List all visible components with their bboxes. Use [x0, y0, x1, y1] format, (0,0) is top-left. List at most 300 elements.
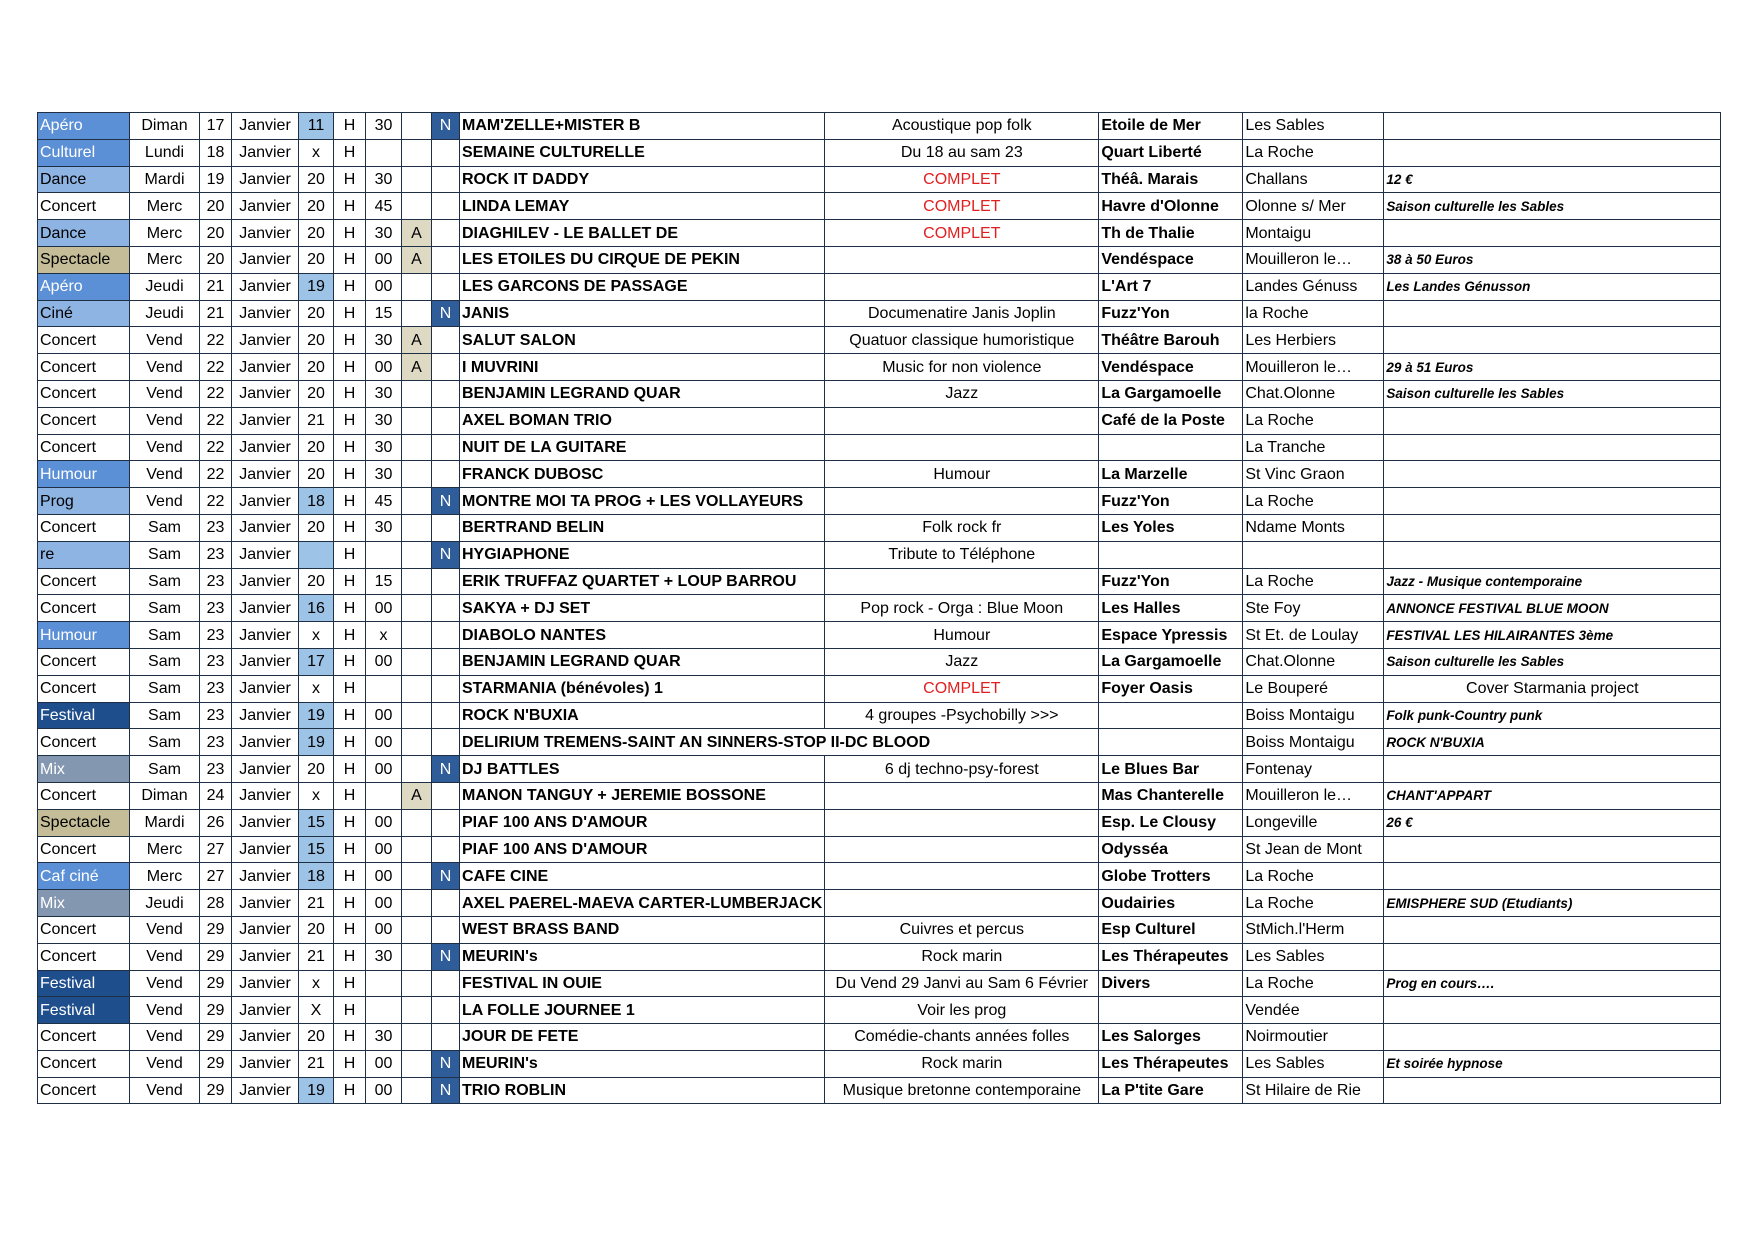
event-row [38, 836, 1721, 863]
event-description-cell: Du Vend 29 Janvi au Sam 6 Février [825, 970, 1099, 997]
category-cell: Apéro [38, 273, 130, 300]
month-cell: Janvier [232, 782, 299, 809]
category-cell: Concert [38, 407, 130, 434]
date-cell: 22 [200, 434, 232, 461]
event-description-cell: Musique bretonne contemporaine [825, 1077, 1099, 1104]
month-cell: Janvier [232, 461, 299, 488]
h-separator-cell: H [334, 434, 366, 461]
new-flag-cell [432, 970, 460, 997]
event-title-cell: PIAF 100 ANS D'AMOUR [460, 809, 825, 836]
h-separator-cell: H [334, 622, 366, 649]
venue-cell: Divers [1099, 970, 1243, 997]
month-cell: Janvier [232, 166, 299, 193]
new-flag-cell: N [432, 1050, 460, 1077]
advance-flag-cell [402, 675, 432, 702]
weekday-cell: Jeudi [130, 890, 200, 917]
weekday-cell: Merc [130, 836, 200, 863]
note-cell: Folk punk-Country punk [1384, 702, 1721, 729]
category-cell: Concert [38, 327, 130, 354]
advance-flag-cell [402, 139, 432, 166]
month-cell: Janvier [232, 836, 299, 863]
minute-cell: 00 [366, 916, 402, 943]
event-title-cell: MAM'ZELLE+MISTER B [460, 113, 825, 140]
city-cell: St Jean de Mont [1243, 836, 1384, 863]
event-row [38, 916, 1721, 943]
hour-cell: 19 [299, 273, 334, 300]
city-cell: Le Bouperé [1243, 675, 1384, 702]
event-title-cell: TRIO ROBLIN [460, 1077, 825, 1104]
month-cell: Janvier [232, 1077, 299, 1104]
event-description-cell: 6 dj techno-psy-forest [825, 756, 1099, 783]
new-flag-cell: N [432, 541, 460, 568]
event-row [38, 970, 1721, 997]
month-cell: Janvier [232, 1050, 299, 1077]
advance-flag-cell [402, 970, 432, 997]
hour-cell: 20 [299, 1024, 334, 1051]
h-separator-cell: H [334, 809, 366, 836]
date-cell: 24 [200, 782, 232, 809]
advance-flag-cell [402, 193, 432, 220]
new-flag-cell [432, 380, 460, 407]
date-cell: 22 [200, 461, 232, 488]
new-flag-cell [432, 729, 460, 756]
event-row [38, 300, 1721, 327]
advance-flag-cell [402, 113, 432, 140]
h-separator-cell: H [334, 113, 366, 140]
event-row [38, 327, 1721, 354]
month-cell: Janvier [232, 756, 299, 783]
new-flag-cell [432, 434, 460, 461]
hour-cell: X [299, 997, 334, 1024]
month-cell: Janvier [232, 916, 299, 943]
category-cell: Concert [38, 1024, 130, 1051]
event-row [38, 246, 1721, 273]
event-row [38, 729, 1721, 756]
new-flag-cell: N [432, 756, 460, 783]
city-cell: StMich.l'Herm [1243, 916, 1384, 943]
new-flag-cell [432, 997, 460, 1024]
weekday-cell: Vend [130, 327, 200, 354]
event-title-cell: ERIK TRUFFAZ QUARTET + LOUP BARROU [460, 568, 825, 595]
venue-cell: Espace Ypressis [1099, 622, 1243, 649]
category-cell: Mix [38, 756, 130, 783]
minute-cell: 00 [366, 595, 402, 622]
advance-flag-cell: A [402, 327, 432, 354]
note-cell [1384, 461, 1721, 488]
weekday-cell: Vend [130, 1024, 200, 1051]
month-cell: Janvier [232, 675, 299, 702]
event-row [38, 461, 1721, 488]
event-row [38, 113, 1721, 140]
advance-flag-cell [402, 916, 432, 943]
category-cell: Ciné [38, 300, 130, 327]
event-title-cell: SALUT SALON [460, 327, 825, 354]
note-cell [1384, 1077, 1721, 1104]
city-cell: Chat.Olonne [1243, 648, 1384, 675]
city-cell: Les Sables [1243, 1050, 1384, 1077]
event-description-cell [825, 273, 1099, 300]
category-cell: Concert [38, 782, 130, 809]
month-cell: Janvier [232, 997, 299, 1024]
hour-cell: 21 [299, 943, 334, 970]
venue-cell: Foyer Oasis [1099, 675, 1243, 702]
date-cell: 27 [200, 863, 232, 890]
note-cell [1384, 139, 1721, 166]
city-cell: La Tranche [1243, 434, 1384, 461]
minute-cell: 30 [366, 327, 402, 354]
hour-cell: 19 [299, 702, 334, 729]
event-description-cell: Folk rock fr [825, 514, 1099, 541]
weekday-cell: Vend [130, 461, 200, 488]
h-separator-cell: H [334, 1077, 366, 1104]
date-cell: 19 [200, 166, 232, 193]
event-title-cell: LINDA LEMAY [460, 193, 825, 220]
city-cell: Les Herbiers [1243, 327, 1384, 354]
month-cell: Janvier [232, 729, 299, 756]
weekday-cell: Mardi [130, 166, 200, 193]
new-flag-cell [432, 220, 460, 247]
category-cell: Concert [38, 1050, 130, 1077]
venue-cell: Mas Chanterelle [1099, 782, 1243, 809]
minute-cell: 00 [366, 354, 402, 381]
h-separator-cell: H [334, 380, 366, 407]
city-cell: La Roche [1243, 488, 1384, 515]
weekday-cell: Merc [130, 863, 200, 890]
event-title-cell: ROCK IT DADDY [460, 166, 825, 193]
note-cell: Les Landes Génusson [1384, 273, 1721, 300]
advance-flag-cell [402, 1024, 432, 1051]
event-title-cell: PIAF 100 ANS D'AMOUR [460, 836, 825, 863]
category-cell: Culturel [38, 139, 130, 166]
city-cell: Les Sables [1243, 943, 1384, 970]
minute-cell: 00 [366, 1050, 402, 1077]
note-cell: 26 € [1384, 809, 1721, 836]
weekday-cell: Sam [130, 622, 200, 649]
weekday-cell: Vend [130, 354, 200, 381]
weekday-cell: Sam [130, 756, 200, 783]
note-cell: FESTIVAL LES HILAIRANTES 3ème [1384, 622, 1721, 649]
date-cell: 21 [200, 300, 232, 327]
h-separator-cell: H [334, 756, 366, 783]
month-cell: Janvier [232, 113, 299, 140]
date-cell: 18 [200, 139, 232, 166]
city-cell: St Et. de Loulay [1243, 622, 1384, 649]
event-title-cell: AXEL PAEREL-MAEVA CARTER-LUMBERJACK [460, 890, 825, 917]
date-cell: 21 [200, 273, 232, 300]
city-cell: Boiss Montaigu [1243, 702, 1384, 729]
hour-cell: 15 [299, 809, 334, 836]
h-separator-cell: H [334, 648, 366, 675]
advance-flag-cell [402, 1050, 432, 1077]
advance-flag-cell [402, 863, 432, 890]
event-row [38, 782, 1721, 809]
date-cell: 29 [200, 997, 232, 1024]
weekday-cell: Vend [130, 916, 200, 943]
new-flag-cell [432, 622, 460, 649]
h-separator-cell: H [334, 514, 366, 541]
city-cell: Challans [1243, 166, 1384, 193]
event-description-cell: Tribute to Téléphone [825, 541, 1099, 568]
weekday-cell: Sam [130, 568, 200, 595]
note-cell: Cover Starmania project [1384, 675, 1721, 702]
city-cell: Olonne s/ Mer [1243, 193, 1384, 220]
event-description-cell: Humour [825, 622, 1099, 649]
hour-cell: 20 [299, 193, 334, 220]
city-cell: Mouilleron le… [1243, 354, 1384, 381]
event-title-cell: BENJAMIN LEGRAND QUAR [460, 380, 825, 407]
minute-cell: 15 [366, 568, 402, 595]
advance-flag-cell: A [402, 246, 432, 273]
advance-flag-cell [402, 890, 432, 917]
advance-flag-cell [402, 702, 432, 729]
h-separator-cell: H [334, 702, 366, 729]
category-cell: Prog [38, 488, 130, 515]
new-flag-cell [432, 514, 460, 541]
hour-cell: 21 [299, 407, 334, 434]
category-cell: Spectacle [38, 809, 130, 836]
note-cell [1384, 300, 1721, 327]
weekday-cell: Sam [130, 702, 200, 729]
category-cell: Concert [38, 514, 130, 541]
hour-cell: 20 [299, 514, 334, 541]
category-cell: Concert [38, 354, 130, 381]
date-cell: 22 [200, 327, 232, 354]
event-description-cell [825, 836, 1099, 863]
event-title-cell: MEURIN's [460, 1050, 825, 1077]
category-cell: Dance [38, 220, 130, 247]
event-title-cell: STARMANIA (bénévoles) 1 [460, 675, 825, 702]
note-cell [1384, 488, 1721, 515]
event-title-cell: LES GARCONS DE PASSAGE [460, 273, 825, 300]
minute-cell: x [366, 622, 402, 649]
advance-flag-cell [402, 997, 432, 1024]
note-cell [1384, 756, 1721, 783]
date-cell: 29 [200, 1077, 232, 1104]
venue-cell: Havre d'Olonne [1099, 193, 1243, 220]
date-cell: 23 [200, 702, 232, 729]
new-flag-cell [432, 782, 460, 809]
date-cell: 22 [200, 380, 232, 407]
event-row [38, 568, 1721, 595]
date-cell: 29 [200, 943, 232, 970]
event-description-cell: Documenatire Janis Joplin [825, 300, 1099, 327]
month-cell: Janvier [232, 327, 299, 354]
minute-cell: 30 [366, 514, 402, 541]
event-title-cell: DJ BATTLES [460, 756, 825, 783]
advance-flag-cell [402, 729, 432, 756]
new-flag-cell: N [432, 488, 460, 515]
h-separator-cell: H [334, 675, 366, 702]
event-row [38, 943, 1721, 970]
weekday-cell: Sam [130, 648, 200, 675]
new-flag-cell [432, 139, 460, 166]
new-flag-cell [432, 273, 460, 300]
event-description-cell [825, 246, 1099, 273]
h-separator-cell: H [334, 943, 366, 970]
new-flag-cell [432, 193, 460, 220]
weekday-cell: Merc [130, 220, 200, 247]
note-cell [1384, 916, 1721, 943]
new-flag-cell [432, 166, 460, 193]
note-cell: Saison culturelle les Sables [1384, 648, 1721, 675]
advance-flag-cell [402, 648, 432, 675]
weekday-cell: Vend [130, 407, 200, 434]
note-cell: 38 à 50 Euros [1384, 246, 1721, 273]
event-row [38, 863, 1721, 890]
note-cell: 29 à 51 Euros [1384, 354, 1721, 381]
city-cell: Landes Génuss [1243, 273, 1384, 300]
hour-cell: 18 [299, 863, 334, 890]
city-cell: Noirmoutier [1243, 1024, 1384, 1051]
hour-cell: 17 [299, 648, 334, 675]
event-title-cell: BERTRAND BELIN [460, 514, 825, 541]
weekday-cell: Sam [130, 675, 200, 702]
minute-cell: 00 [366, 1077, 402, 1104]
month-cell: Janvier [232, 193, 299, 220]
hour-cell: 20 [299, 434, 334, 461]
category-cell: re [38, 541, 130, 568]
advance-flag-cell [402, 595, 432, 622]
event-description-cell: Jazz [825, 380, 1099, 407]
category-cell: Concert [38, 193, 130, 220]
h-separator-cell: H [334, 488, 366, 515]
new-flag-cell: N [432, 113, 460, 140]
h-separator-cell: H [334, 1024, 366, 1051]
month-cell: Janvier [232, 488, 299, 515]
month-cell: Janvier [232, 273, 299, 300]
event-row [38, 997, 1721, 1024]
h-separator-cell: H [334, 782, 366, 809]
date-cell: 23 [200, 648, 232, 675]
venue-cell: Esp Culturel [1099, 916, 1243, 943]
date-cell: 29 [200, 1050, 232, 1077]
weekday-cell: Vend [130, 434, 200, 461]
category-cell: Humour [38, 622, 130, 649]
category-cell: Concert [38, 595, 130, 622]
venue-cell: Odysséa [1099, 836, 1243, 863]
h-separator-cell: H [334, 595, 366, 622]
month-cell: Janvier [232, 1024, 299, 1051]
category-cell: Concert [38, 916, 130, 943]
event-description-cell [825, 407, 1099, 434]
event-description-cell: Jazz [825, 648, 1099, 675]
h-separator-cell: H [334, 139, 366, 166]
venue-cell: Les Salorges [1099, 1024, 1243, 1051]
weekday-cell: Diman [130, 113, 200, 140]
month-cell: Janvier [232, 541, 299, 568]
event-row [38, 541, 1721, 568]
event-description-cell: Cuivres et percus [825, 916, 1099, 943]
minute-cell: 30 [366, 434, 402, 461]
month-cell: Janvier [232, 246, 299, 273]
venue-cell [1099, 541, 1243, 568]
category-cell: Concert [38, 648, 130, 675]
date-cell: 23 [200, 541, 232, 568]
city-cell: Montaigu [1243, 220, 1384, 247]
note-cell: EMISPHERE SUD (Etudiants) [1384, 890, 1721, 917]
venue-cell: Oudairies [1099, 890, 1243, 917]
venue-cell: Le Blues Bar [1099, 756, 1243, 783]
month-cell: Janvier [232, 380, 299, 407]
event-title-cell: BENJAMIN LEGRAND QUAR [460, 648, 825, 675]
advance-flag-cell: A [402, 354, 432, 381]
weekday-cell: Vend [130, 943, 200, 970]
category-cell: Spectacle [38, 246, 130, 273]
month-cell: Janvier [232, 648, 299, 675]
hour-cell [299, 541, 334, 568]
category-cell: Humour [38, 461, 130, 488]
event-description-cell [825, 809, 1099, 836]
minute-cell [366, 970, 402, 997]
date-cell: 23 [200, 595, 232, 622]
event-row [38, 193, 1721, 220]
event-row [38, 166, 1721, 193]
date-cell: 23 [200, 622, 232, 649]
h-separator-cell: H [334, 354, 366, 381]
event-title-cell: MONTRE MOI TA PROG + LES VOLLAYEURS [460, 488, 825, 515]
new-flag-cell: N [432, 863, 460, 890]
city-cell: La Roche [1243, 568, 1384, 595]
hour-cell: 19 [299, 1077, 334, 1104]
new-flag-cell [432, 916, 460, 943]
event-description-cell: Quatuor classique humoristique [825, 327, 1099, 354]
weekday-cell: Jeudi [130, 273, 200, 300]
event-title-cell: DELIRIUM TREMENS-SAINT AN SINNERS-STOP II-DC BLOOD [460, 729, 1099, 756]
venue-cell [1099, 434, 1243, 461]
advance-flag-cell: A [402, 220, 432, 247]
minute-cell: 15 [366, 300, 402, 327]
minute-cell: 00 [366, 729, 402, 756]
new-flag-cell [432, 648, 460, 675]
minute-cell: 45 [366, 488, 402, 515]
new-flag-cell [432, 354, 460, 381]
event-row [38, 622, 1721, 649]
event-title-cell: NUIT DE LA GUITARE [460, 434, 825, 461]
hour-cell: x [299, 782, 334, 809]
advance-flag-cell [402, 166, 432, 193]
venue-cell: Les Halles [1099, 595, 1243, 622]
advance-flag-cell: A [402, 782, 432, 809]
event-row [38, 488, 1721, 515]
event-description-cell [825, 890, 1099, 917]
date-cell: 27 [200, 836, 232, 863]
hour-cell: x [299, 970, 334, 997]
city-cell: La Roche [1243, 970, 1384, 997]
event-title-cell: SAKYA + DJ SET [460, 595, 825, 622]
new-flag-cell [432, 1024, 460, 1051]
h-separator-cell: H [334, 729, 366, 756]
category-cell: Apéro [38, 113, 130, 140]
venue-cell [1099, 729, 1243, 756]
h-separator-cell: H [334, 970, 366, 997]
hour-cell: 21 [299, 1050, 334, 1077]
note-cell [1384, 943, 1721, 970]
date-cell: 28 [200, 890, 232, 917]
city-cell [1243, 541, 1384, 568]
event-description-cell: Rock marin [825, 943, 1099, 970]
event-title-cell: JANIS [460, 300, 825, 327]
note-cell: Jazz - Musique contemporaine [1384, 568, 1721, 595]
city-cell: Mouilleron le… [1243, 246, 1384, 273]
event-description-cell: Acoustique pop folk [825, 113, 1099, 140]
hour-cell: 20 [299, 568, 334, 595]
note-cell: ROCK N'BUXIA [1384, 729, 1721, 756]
event-title-cell: FESTIVAL IN OUIE [460, 970, 825, 997]
date-cell: 23 [200, 756, 232, 783]
new-flag-cell [432, 327, 460, 354]
new-flag-cell: N [432, 1077, 460, 1104]
minute-cell: 00 [366, 809, 402, 836]
